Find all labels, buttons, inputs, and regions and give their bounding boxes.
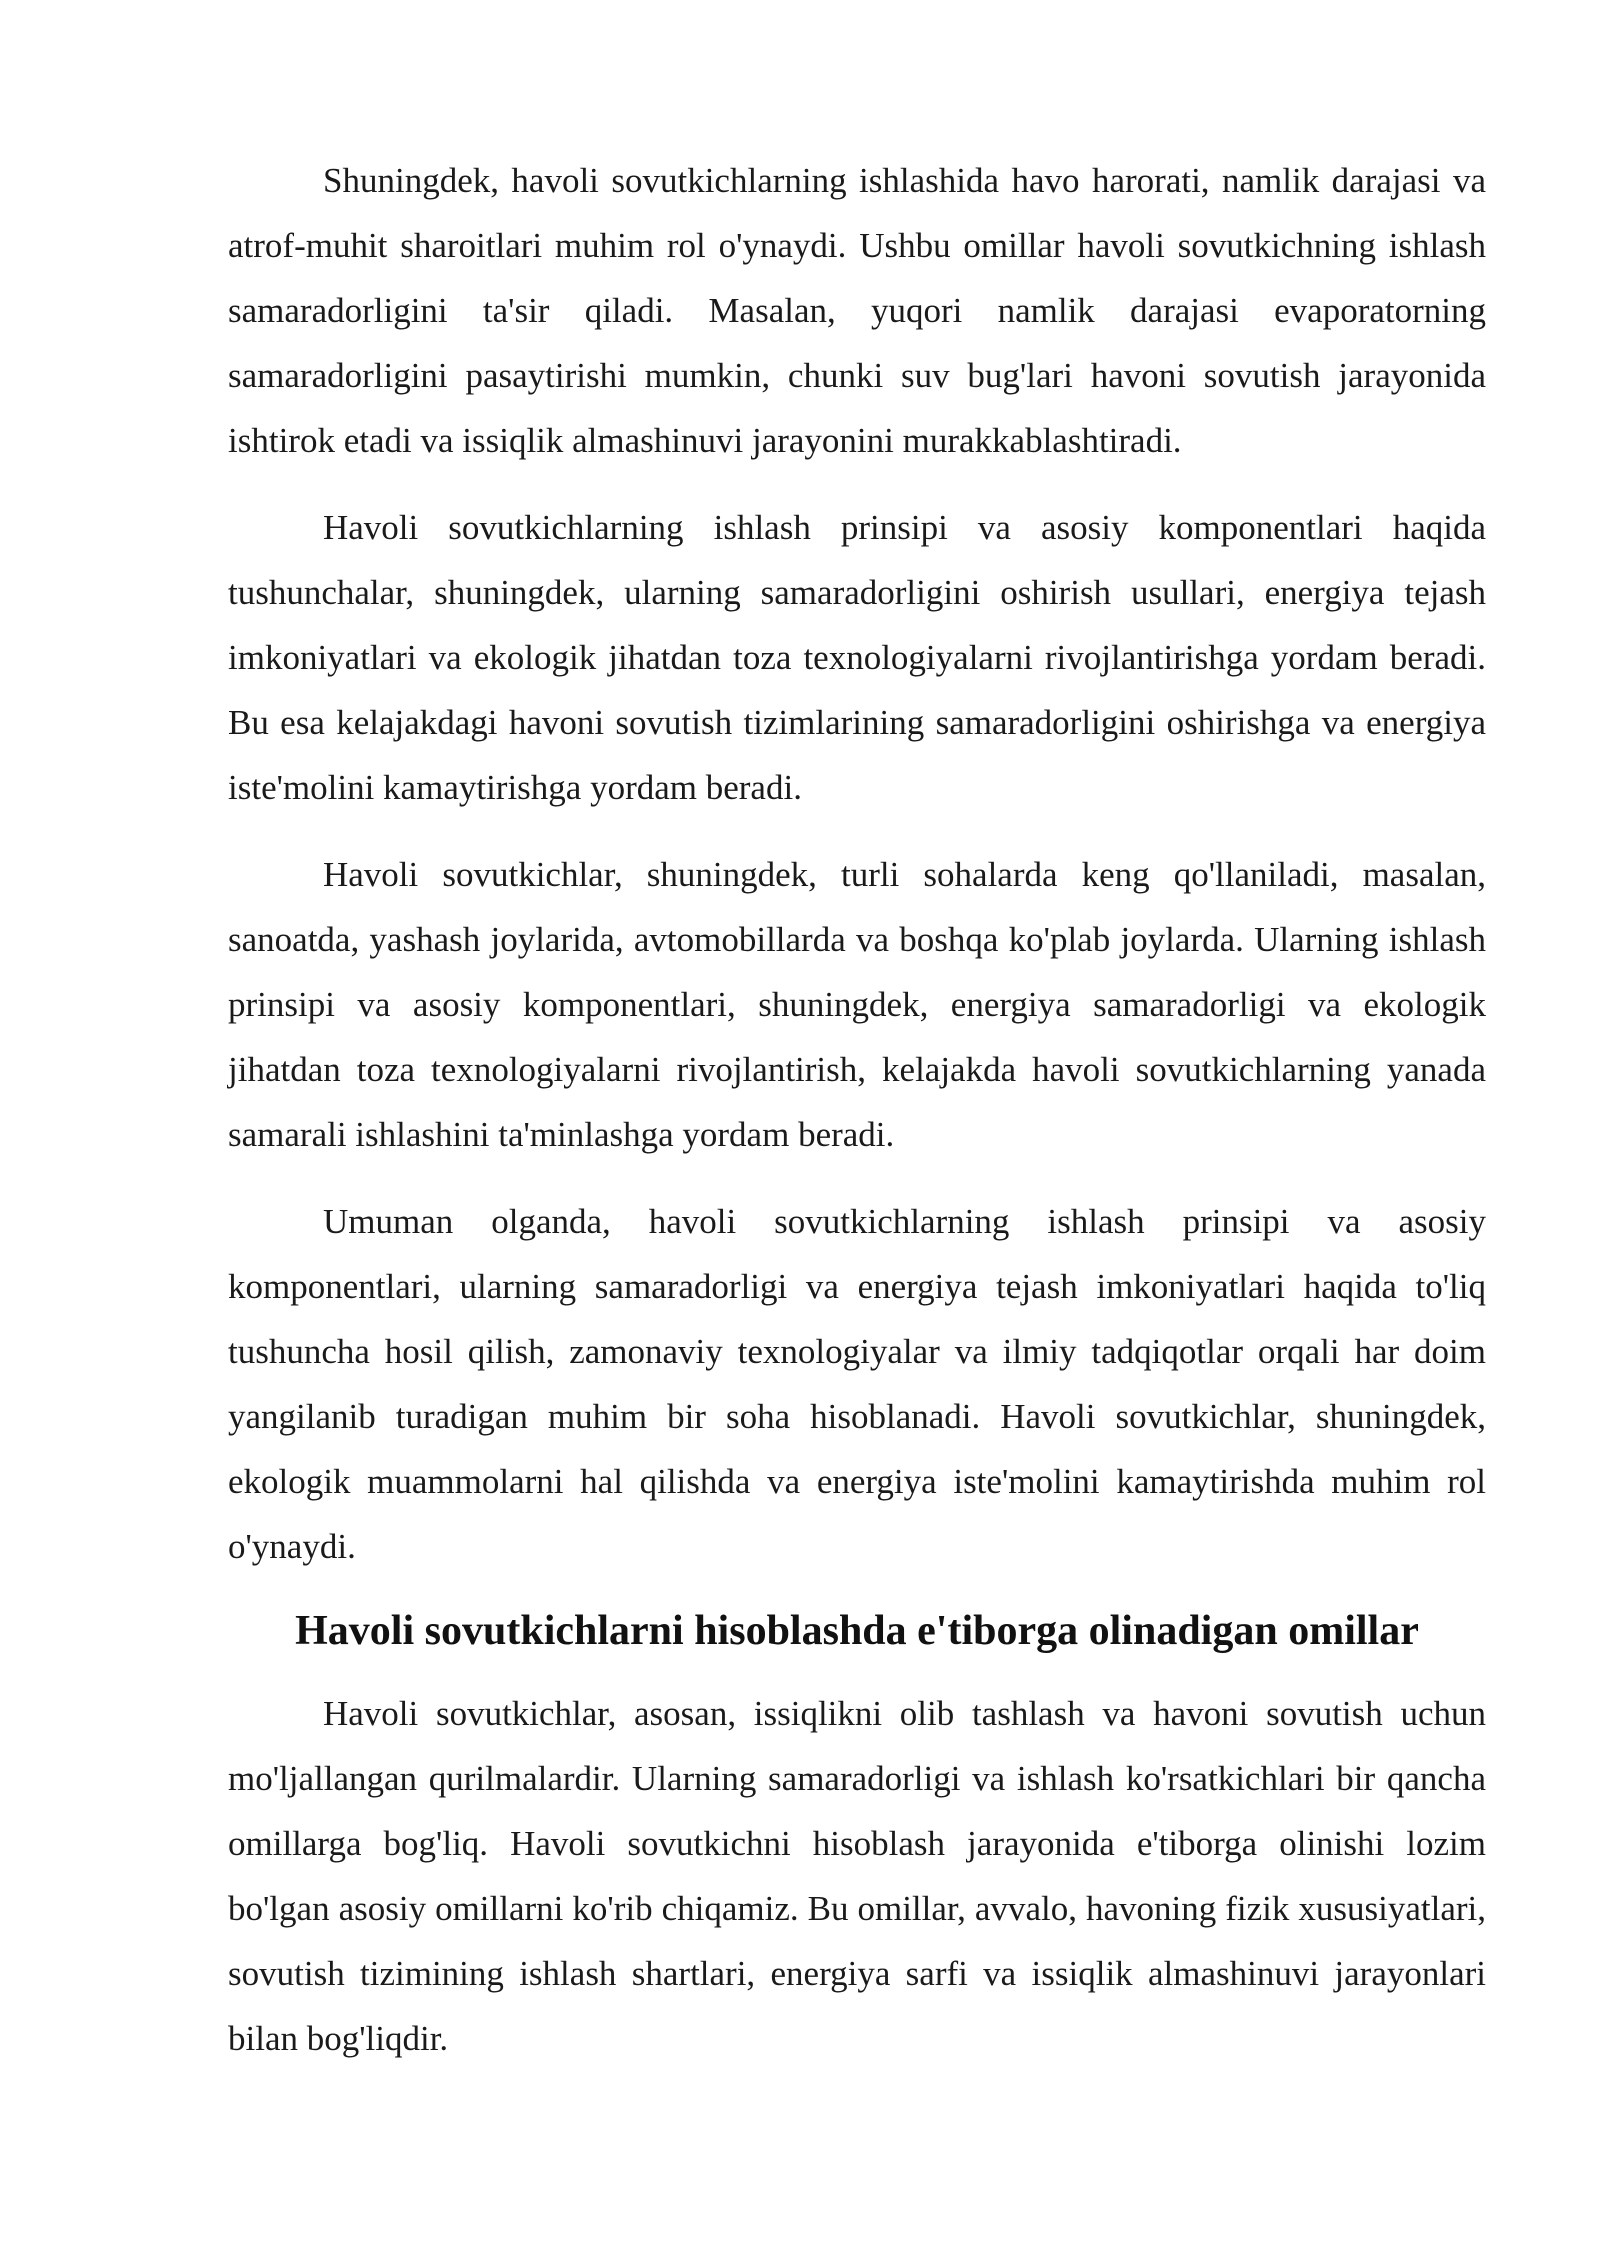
- paragraph-humidity-factors: Shuningdek, havoli sovutkichlarning ishlashida havo harorati, namlik darajasi va atrof-muhit sharoitlari muhim rol o'ynaydi. Ushbu omillar havoli sovutkichning ishlash samaradorligini ta'sir qiladi. Masalan, yuqori namlik darajasi evaporatorning samaradorligini pasaytirishi mumkin, chunki suv bug'lari havoni sovutish jarayonida ishtirok etadi va issiqlik almashinuvi jarayonini murakkablashtiradi.: [228, 161, 1486, 460]
- paragraph-applications: Havoli sovutkichlar, shuningdek, turli sohalarda keng qo'llaniladi, masalan, sanoatda, yashash joylarida, avtomobillarda va boshqa ko'plab joylarda. Ularning ishlash prinsipi va asosiy komponentlari, shuningdek, energiya samaradorligi va ekologik jihatdan toza texnologiyalarni rivojlantirish, kelajakda havoli sovutkichlarning yanada samarali ishlashini ta'minlashga yordam beradi.: [228, 855, 1486, 1154]
- paragraph-summary: Umuman olganda, havoli sovutkichlarning ishlash prinsipi va asosiy komponentlari, ularning samaradorligi va energiya tejash imkoniyatlari haqida to'liq tushuncha hosil qilish, zamonaviy texnologiyalar va ilmiy tadqiqotlar orqali har doim yangilanib turadigan muhim bir soha hisoblanadi. Havoli sovutkichlar, shuningdek, ekologik muammolarni hal qilishda va energiya iste'molini kamaytirishda muhim rol o'ynaydi.: [228, 1202, 1486, 1566]
- section-heading: Havoli sovutkichlarni hisoblashda e'tiborga olinadigan omillar: [295, 1608, 1419, 1654]
- paragraph-calculation-factors: Havoli sovutkichlar, asosan, issiqlikni olib tashlash va havoni sovutish uchun mo'ljallangan qurilmalardir. Ularning samaradorligi va ishlash ko'rsatkichlari bir qancha omillarga bog'liq. Havoli sovutkichni hisoblash jarayonida e'tiborga olinishi lozim bo'lgan asosiy omillarni ko'rib chiqamiz. Bu omillar, avvalo, havoning fizik xususiyatlari, sovutish tizimining ishlash shartlari, energiya sarfi va issiqlik almashinuvi jarayonlari bilan bog'liqdir.: [228, 1694, 1486, 2058]
- paragraph-principles-components: Havoli sovutkichlarning ishlash prinsipi va asosiy komponentlari haqida tushunchalar, shuningdek, ularning samaradorligini oshirish usullari, energiya tejash imkoniyatlari va ekologik jihatdan toza texnologiyalarni rivojlantirishga yordam beradi. Bu esa kelajakdagi havoni sovutish tizimlarining samaradorligini oshirishga va energiya iste'molini kamaytirishga yordam beradi.: [228, 508, 1486, 807]
- document-page: [228, 148, 1486, 2093]
